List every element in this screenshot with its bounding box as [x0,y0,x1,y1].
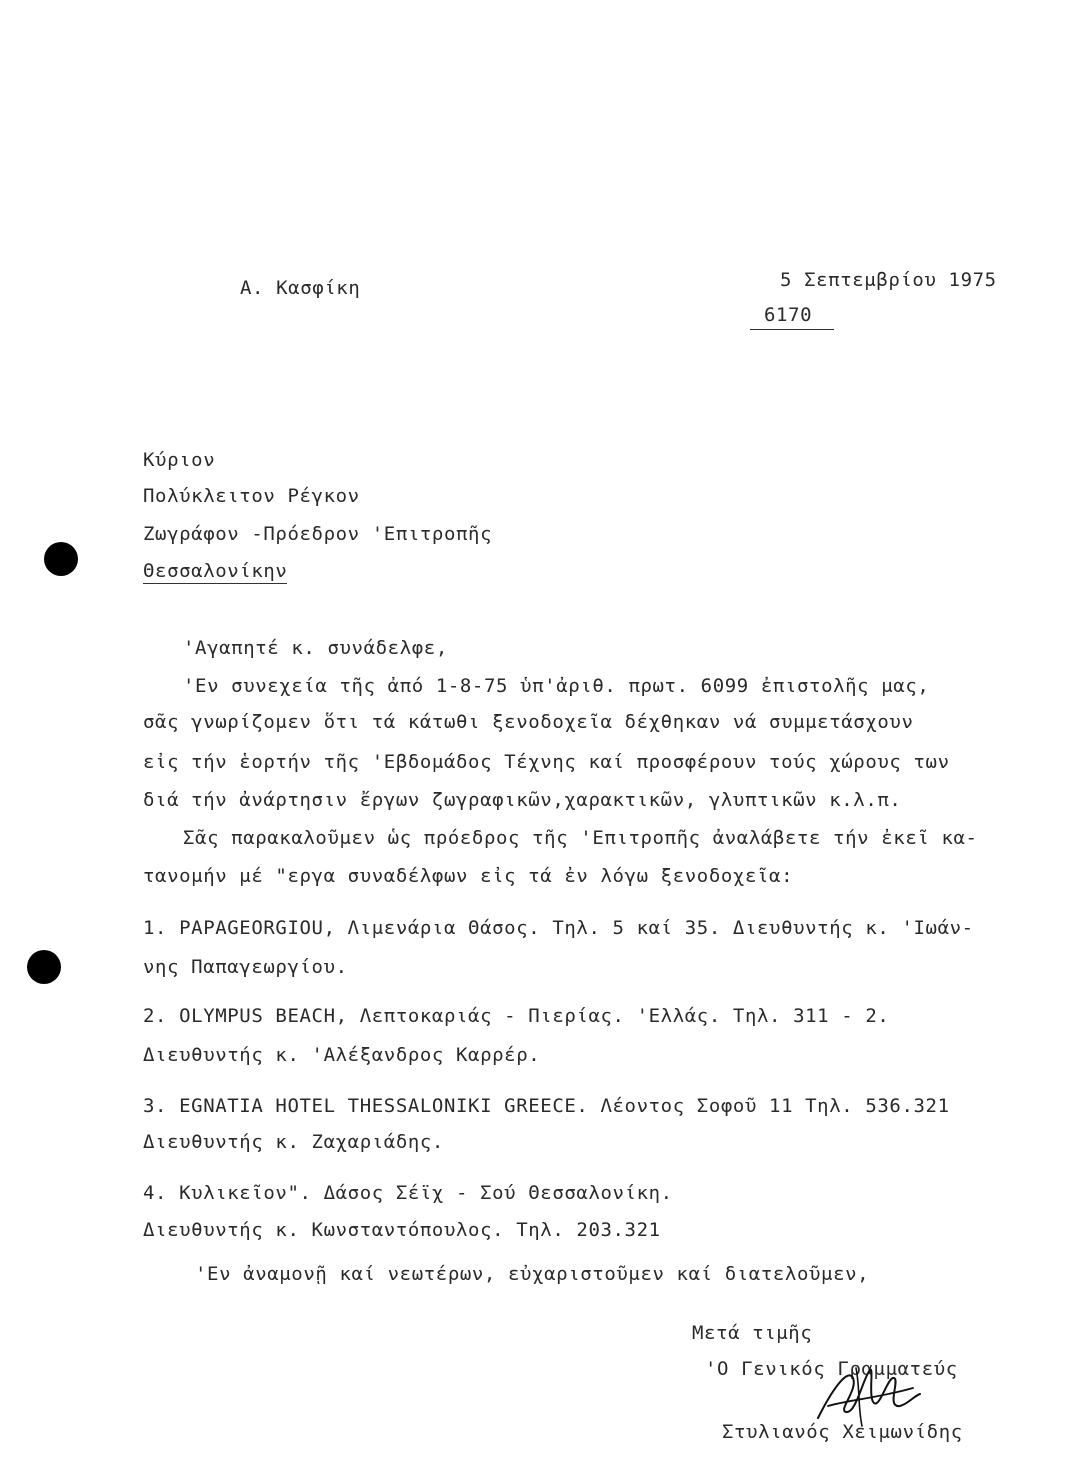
punch-hole-top [44,542,78,576]
paragraph-1-line: σᾶς γνωρίζομεν ὅτι τά κάτωθι ξενοδοχεῖα δέχθηκαν νά συμμετάσχουν [143,711,914,733]
hotel-item-2-line: Διευθυντής κ. 'Αλέξανδρος Καρρέρ. [143,1044,541,1066]
signatory-name: Στυλιανός Χειμωνίδης [722,1421,963,1443]
recipient-title: Ζωγράφον -Πρόεδρον 'Επιτροπῆς [143,523,493,545]
punch-hole-bottom [27,950,61,984]
regards-line: Μετά τιμῆς [692,1322,813,1344]
signatory-title: 'Ο Γενικός Γραμματεύς [705,1358,958,1380]
recipient-city [143,559,287,583]
letter-date: 5 Σεπτεμβρίου 1975 [780,269,997,291]
paragraph-1-line: εἰς τήν ἑορτήν τῆς 'Εβδομάδος Τέχνης καί προσφέρουν τούς χώρους των [143,751,950,773]
recipient-salutation: Κύριον [143,449,216,471]
paragraph-1-line: διά τήν ἀνάρτησιν ἔργων ζωγραφικῶν,χαρακτικῶν, γλυπτικῶν κ.λ.π. [143,789,902,811]
hotel-item-4-line: 4. Κυλικεῖον". Δάσος Σέϊχ - Σού Θεσσαλονίκη. [143,1182,673,1204]
hotel-item-1-line: νης Παπαγεωργίου. [143,956,348,978]
hotel-item-1-line: 1. PAPAGEORGIOU, Λιμενάρια Θάσος. Τηλ. 5 καί 35. Διευθυντής κ. 'Ιωάν- [143,917,974,939]
recipient-city-text: Θεσσαλονίκην [143,560,288,582]
paragraph-2-line: τανομήν μέ "εργα συναδέλφων εἰς τά ἐν λόγω ξενοδοχεῖα: [143,865,794,887]
recipient-name: Πολύκλειτον Ρέγκον [143,485,360,507]
hotel-item-4-line: Διευθυντής κ. Κωνσταντόπουλος. Τηλ. 203.321 [143,1219,661,1241]
reference-number [750,303,834,327]
hotel-item-3-line: 3. EGNATIA HOTEL THESSALONIKI GREECE. Λέοντος Σοφοῦ 11 Τηλ. 536.321 [143,1095,950,1117]
reference-number-text: 6170 [750,304,834,330]
closing-line: 'Εν ἀναμονῇ καί νεωτέρων, εὐχαριστοῦμεν καί διατελοῦμεν, [195,1263,870,1285]
paragraph-2-line: Σᾶς παρακαλοῦμεν ὡς πρόεδρος τῆς 'Επιτροπῆς ἀναλάβετε τήν ἐκεῖ κα- [183,827,978,849]
sender-name: Α. Κασφίκη [240,277,361,299]
greeting: 'Αγαπητέ κ. συνάδελφε, [183,637,448,659]
hotel-item-3-line: Διευθυντής κ. Ζαχαριάδης. [143,1131,444,1153]
hotel-item-2-line: 2. OLYMPUS BEACH, Λεπτοκαριάς - Πιερίας. 'Ελλάς. Τηλ. 311 - 2. [143,1005,890,1027]
paragraph-1-line: 'Εν συνεχεία τῆς ἀπό 1-8-75 ὑπ'ἀριθ. πρωτ. 6099 ἐπιστολῆς μας, [183,675,930,697]
